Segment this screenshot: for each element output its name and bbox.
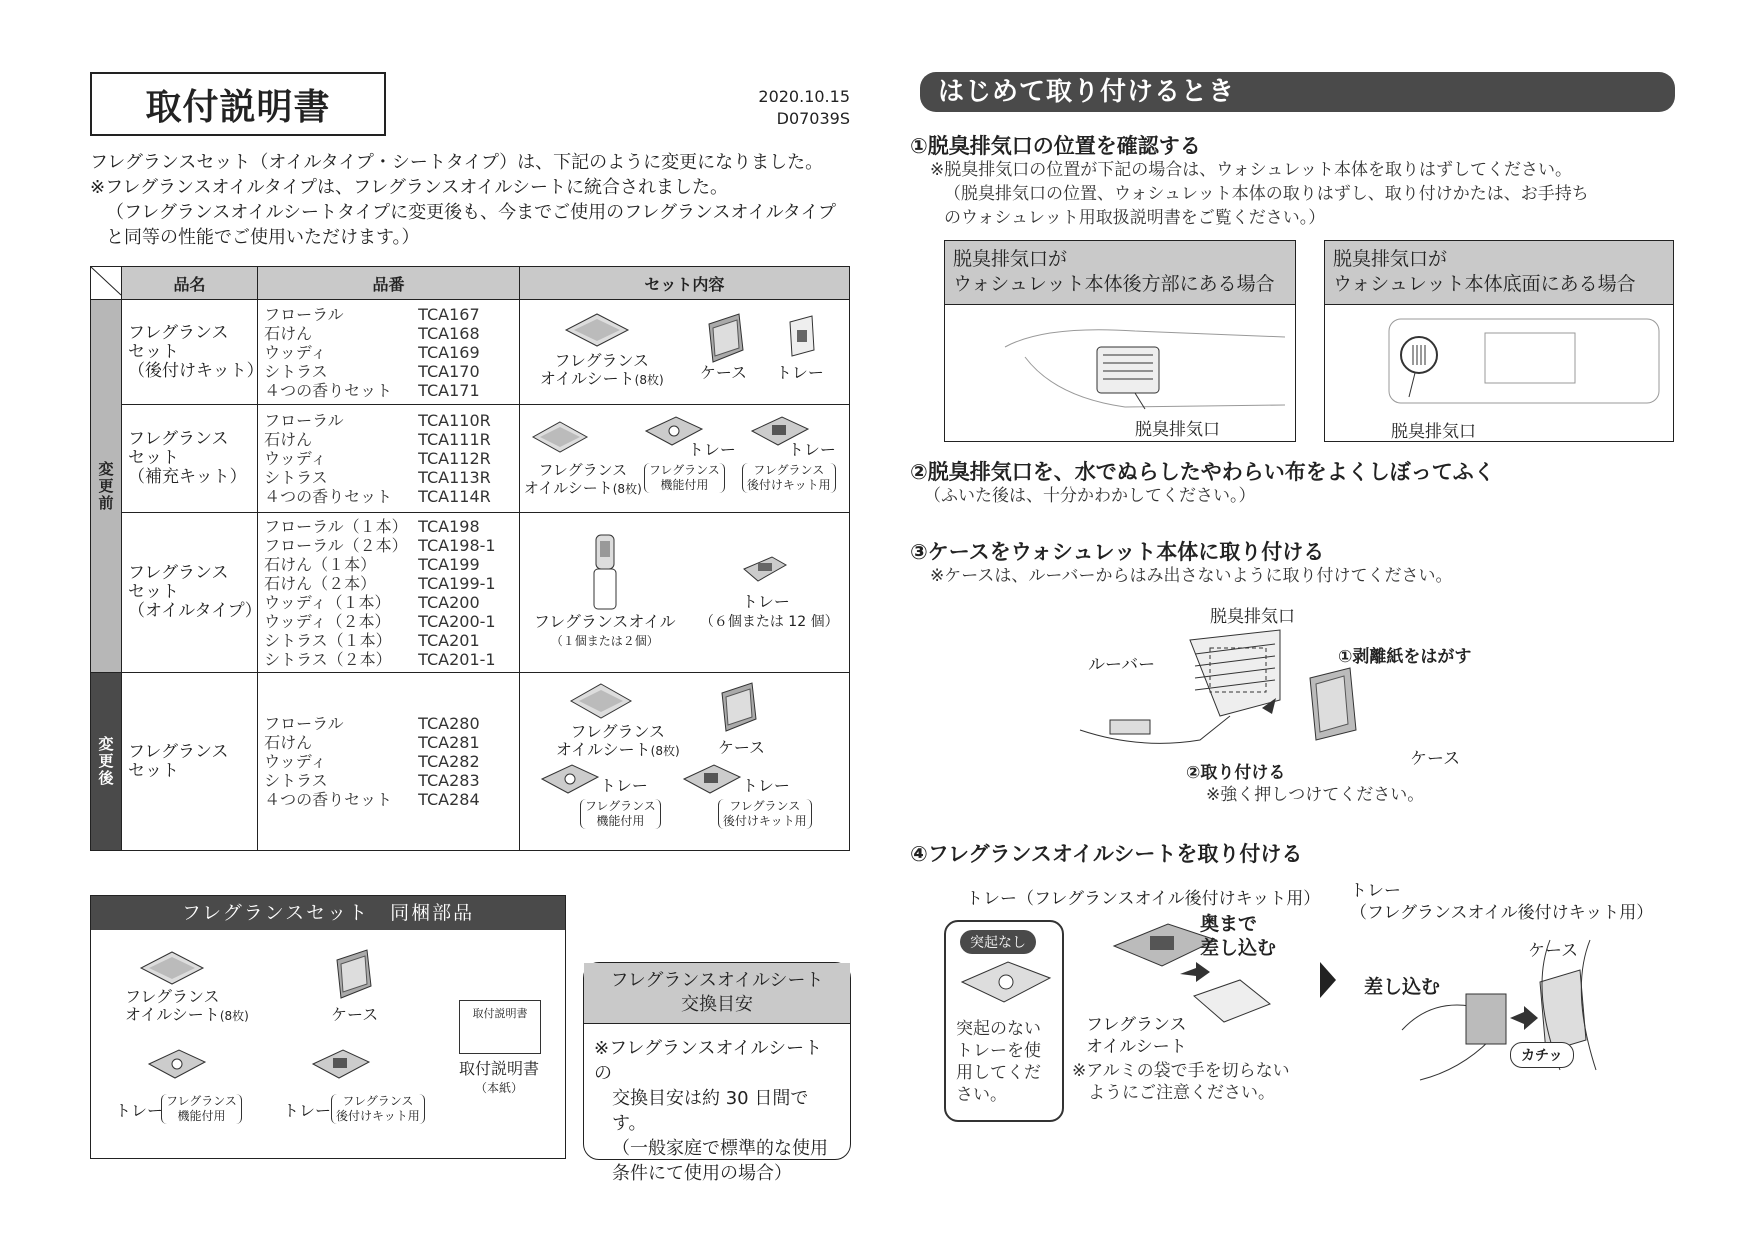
- tray-caption: トレー: [741, 776, 790, 795]
- tray-icon: [958, 958, 1054, 1008]
- case-icon: [716, 679, 762, 735]
- toilet-rear-illustration: [1005, 317, 1285, 417]
- step-2-note: （ふいた後は、十分かわかしてください。）: [924, 486, 1256, 506]
- date-code: [720, 86, 850, 130]
- press-note: ※強く押しつけてください。: [1206, 785, 1425, 805]
- toilet-bottom-illustration: [1385, 313, 1665, 413]
- sheet-label: フレグランス オイルシート: [1086, 1015, 1187, 1057]
- manual-thumbnail: 取付説明書: [459, 1000, 541, 1054]
- corner-cell: [91, 267, 122, 300]
- vent-label: 脱臭排気口: [1135, 420, 1220, 440]
- tray-caption: トレー: [741, 592, 790, 611]
- tray-icon: [740, 553, 790, 587]
- peel-label: ①剥離紙をはがす: [1338, 647, 1472, 667]
- product-numbers: フローラル TCA280 石けん TCA281 ウッディ TCA282 シトラス TCA283 ４つの香りセット TCA284: [258, 673, 520, 851]
- intro-line: フレグランスセット（オイルタイプ・シートタイプ）は、下記のように変更になりました。: [90, 152, 824, 173]
- product-name: フレグランス セット （オイルタイプ）: [122, 513, 258, 673]
- product-table: [90, 266, 850, 851]
- tray-note: フレグランス 機能付用: [644, 463, 725, 493]
- condition-box-bottom: [1324, 240, 1674, 442]
- tray-note: （６個または 12 個）: [699, 614, 839, 630]
- tray-icon: [309, 1046, 373, 1086]
- tray-icon: [782, 312, 822, 360]
- side-before-label: 変更前: [91, 300, 122, 673]
- attach-label: ②取り付ける: [1186, 763, 1286, 783]
- tray-label: トレー（フレグランスオイル後付けキット用）: [966, 889, 1321, 909]
- intro-text: [90, 150, 860, 250]
- tray-caption: トレー: [775, 363, 824, 382]
- oil-caption: フレグランスオイル （１個または２個）: [533, 612, 676, 648]
- tray-note: フレグランス 後付けキット用: [742, 463, 836, 493]
- vent-label: 脱臭排気口: [1210, 607, 1295, 627]
- louver-label: ルーバー: [1088, 655, 1156, 675]
- table-row: [91, 300, 850, 405]
- case2-label: ケース: [1528, 941, 1579, 961]
- no-bump-callout: [944, 920, 1064, 1122]
- step-1-note: ※脱臭排気口の位置が下記の場合は、ウォシュレット本体を取りはずしてください。 （脱臭排気口の位置、ウォシュレット本体の取りはずし、取り付けかたは、お手持ち のウォシュレット用取扱説明書をご覧ください。）: [930, 160, 1589, 228]
- table-row: [91, 513, 850, 673]
- table-row: [91, 405, 850, 513]
- col-contents: セット内容: [519, 267, 849, 300]
- replacement-guide-head: フレグランスオイルシート 交換目安: [584, 963, 850, 1024]
- section-title: はじめて取り付けるとき: [920, 72, 1675, 112]
- sheet-caption: フレグランス オイルシート(8枚): [125, 987, 249, 1024]
- intro-line: と同等の性能でご使用いただけます。）: [106, 227, 420, 248]
- case-caption: ケース: [717, 738, 766, 757]
- date: 2020.10.15: [758, 87, 850, 106]
- col-number: 品番: [258, 267, 520, 300]
- set-contents: [519, 300, 849, 405]
- sheet-caption: フレグランス オイルシート(8枚): [555, 722, 680, 759]
- insert-label: 差し込む: [1364, 976, 1441, 998]
- condition-head: 脱臭排気口が ウォシュレット本体後方部にある場合: [945, 241, 1295, 305]
- product-numbers: フローラル TCA110R 石けん TCA111R ウッディ TCA112R シトラス TCA113R ４つの香りセット TCA114R: [258, 405, 520, 513]
- set-contents: [519, 673, 849, 851]
- case-icon: [331, 946, 377, 1002]
- tray-note: フレグランス 機能付用: [161, 1094, 242, 1124]
- oil-sheet-icon: [530, 419, 590, 455]
- tray-caption: トレー: [687, 440, 736, 459]
- col-name: 品名: [122, 267, 258, 300]
- replacement-guide-box: [583, 962, 851, 1184]
- oil-sheet-icon: [568, 681, 634, 721]
- side-after-label: 変更後: [91, 673, 122, 851]
- case-icon: [703, 310, 749, 366]
- case-caption: ケース: [699, 363, 748, 382]
- oil-sheet-icon: [562, 310, 632, 350]
- product-name: フレグランス セット: [122, 673, 258, 851]
- sheet-caption: フレグランス オイルシート(8枚): [523, 461, 642, 497]
- set-contents: [519, 405, 849, 513]
- product-name: フレグランス セット （補充キット）: [122, 405, 258, 513]
- sheet-caption: フレグランス オイルシート(8枚): [539, 351, 664, 388]
- tray-icon: [680, 761, 744, 801]
- tray-caption: トレー: [787, 440, 836, 459]
- case-label: ケース: [1410, 749, 1461, 769]
- oil-sheet-icon: [137, 948, 207, 988]
- step-1: ①脱臭排気口の位置を確認する: [910, 134, 1201, 158]
- no-bump-note: 突起のない トレーを使 用してくだ さい。: [956, 1019, 1041, 1105]
- tray-caption: トレー: [115, 1101, 164, 1120]
- tray-note: フレグランス 後付けキット用: [718, 799, 812, 829]
- step-2: ②脱臭排気口を、水でぬらしたやわらい布をよくしぼってふく: [910, 460, 1495, 484]
- step-4: ④フレグランスオイルシートを取り付ける: [910, 842, 1303, 866]
- set-contents: [519, 513, 849, 673]
- tray-icon: [538, 761, 602, 801]
- caution-note: ※アルミの袋で手を切らない ようにご注意ください。: [1072, 1061, 1290, 1103]
- case-attach-illustration: [1080, 620, 1390, 750]
- replacement-guide-body: ※フレグランスオイルシートの 交換目安は約 30 日間です。 （一般家庭で標準的な使用 条件にて使用の場合）: [594, 1038, 828, 1184]
- tray-caption: トレー: [283, 1101, 332, 1120]
- step-3-note: ※ケースは、ルーバーからはみ出さないように取り付けてください。: [930, 566, 1453, 586]
- next-arrow-icon: [1318, 960, 1338, 1000]
- click-label: カチッ: [1510, 1042, 1574, 1068]
- doc-code: D07039S: [776, 109, 850, 128]
- product-name: フレグランス セット （後付けキット）: [122, 300, 258, 405]
- tray-caption: トレー: [599, 776, 648, 795]
- tray-note: フレグランス 後付けキット用: [331, 1094, 425, 1124]
- tray-note: フレグランス 機能付用: [580, 799, 661, 829]
- table-row: [91, 673, 850, 851]
- tray2-label: トレー （フレグランスオイル後付けキット用）: [1350, 881, 1654, 923]
- parts-title: フレグランスセット 同梱部品: [91, 896, 565, 930]
- included-parts-box: [90, 895, 566, 1159]
- no-bump-pill: 突起なし: [960, 930, 1036, 954]
- document-title: 取付説明書: [90, 72, 386, 136]
- vent-label: 脱臭排気口: [1391, 422, 1476, 442]
- product-numbers: フローラル TCA167 石けん TCA168 ウッディ TCA169 シトラス TCA170 ４つの香りセット TCA171: [258, 300, 520, 405]
- condition-head: 脱臭排気口が ウォシュレット本体底面にある場合: [1325, 241, 1673, 305]
- insert-deep-label: 奥まで 差し込む: [1200, 913, 1277, 959]
- step-3: ③ケースをウォシュレット本体に取り付ける: [910, 540, 1325, 564]
- intro-line: （フレグランスオイルシートタイプに変更後も、今までご使用のフレグランスオイルタイプ: [106, 202, 836, 223]
- case-caption: ケース: [331, 1005, 379, 1024]
- tray-icon: [145, 1046, 209, 1086]
- product-numbers: フローラル（１本） TCA198 フローラル（２本） TCA198-1 石けん（１本） TCA199 石けん（２本） TCA199-1 ウッディ（１本） TCA200 ウッディ（２本） TCA200-1 シトラス（１本） TCA201 シトラス（２本） TCA201-1: [258, 513, 520, 673]
- manual-caption: 取付説明書 （本紙）: [459, 1059, 540, 1095]
- condition-box-rear: [944, 240, 1296, 442]
- oil-bottle-icon: [590, 533, 620, 613]
- intro-line: ※フレグランスオイルタイプは、フレグランスオイルシートに統合されました。: [90, 177, 728, 198]
